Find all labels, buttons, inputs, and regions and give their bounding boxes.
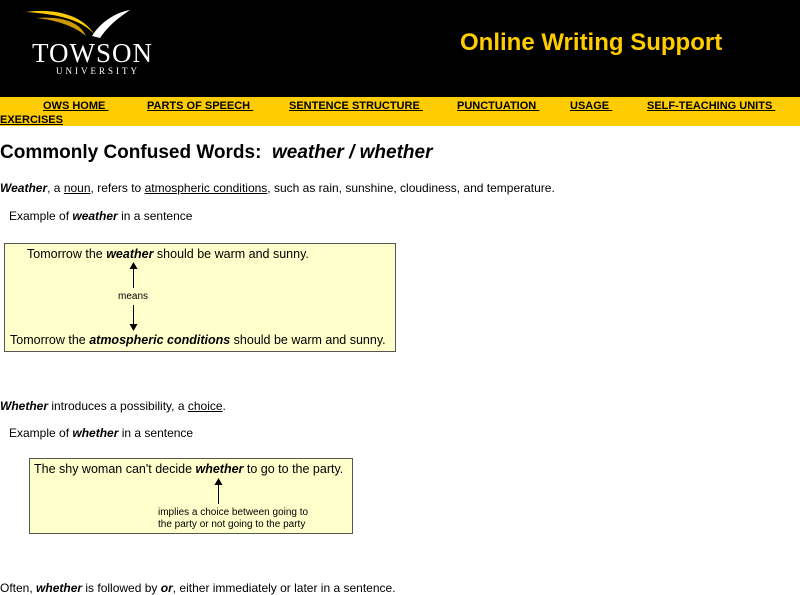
noun-link[interactable]: noun [63, 181, 91, 195]
page-title-words: weather / whether [272, 142, 433, 163]
page-title [0, 142, 433, 164]
nav-usage[interactable]: USAGE [570, 100, 613, 112]
main-nav [0, 97, 800, 126]
text: should be warm and sunny. [153, 247, 309, 261]
arrow-down-icon [129, 305, 138, 331]
text: , refers to [90, 181, 145, 195]
text: introduces a possibility, a [48, 399, 188, 413]
text: . [222, 399, 226, 413]
logo-subtitle: UNIVERSITY [56, 66, 140, 76]
nav-ows-home[interactable]: OWS HOME [43, 100, 109, 112]
text: , either immediately or later in a sentence. [172, 581, 396, 595]
weather-sentence-1 [27, 247, 309, 261]
text: whether [36, 581, 83, 595]
text: weather [106, 247, 154, 261]
text: Example of [9, 209, 73, 223]
text: Example of [9, 426, 73, 440]
site-header [0, 0, 800, 97]
weather-definition [0, 181, 555, 195]
whether-note-line-2: the party or not going to the party [158, 519, 306, 530]
nav-parts-of-speech[interactable]: PARTS OF SPEECH [147, 100, 254, 112]
text: The shy woman can't decide [34, 462, 196, 476]
site-title: Online Writing Support [460, 29, 723, 56]
weather-example-box [4, 243, 396, 352]
nav-sentence-structure[interactable]: SENTENCE STRUCTURE [289, 100, 423, 112]
text: , a [47, 181, 64, 195]
text: Tomorrow the [27, 247, 107, 261]
whether-note-line-1: implies a choice between going to [158, 507, 309, 518]
text: or [160, 581, 173, 595]
whether-definition [0, 399, 226, 413]
text: in a sentence [117, 209, 193, 223]
text: in a sentence [118, 426, 194, 440]
text: , such as rain, sunshine, cloudiness, and temperature. [267, 181, 555, 195]
text: atmospheric conditions [89, 333, 231, 347]
example-term: whether [72, 426, 119, 440]
whether-example-heading [9, 426, 193, 440]
nav-self-teaching-units[interactable]: SELF-TEACHING UNITS [647, 100, 776, 112]
nav-punctuation[interactable]: PUNCTUATION [457, 100, 540, 112]
weather-example-heading [9, 209, 192, 223]
weather-term: Weather [0, 181, 48, 195]
text: whether [195, 462, 244, 476]
arrow-up-icon [129, 262, 138, 288]
arrow-up-icon [214, 478, 223, 504]
text: to go to the party. [243, 462, 344, 476]
means-label: means [118, 291, 149, 302]
whether-example-box [29, 458, 353, 534]
often-paragraph [0, 581, 396, 595]
tiger-swoosh-logo-icon[interactable] [22, 6, 132, 42]
logo-wordmark[interactable]: TOWSON [32, 38, 154, 68]
whether-sentence [34, 462, 343, 476]
text: should be warm and sunny. [230, 333, 386, 347]
page-title-prefix: Commonly Confused Words: [0, 142, 262, 163]
text: is followed by [82, 581, 161, 595]
nav-exercises[interactable]: EXERCISES [0, 114, 63, 126]
example-term: weather [72, 209, 118, 223]
text: Often, [0, 581, 37, 595]
choice-link[interactable]: choice [187, 399, 223, 413]
atmospheric-conditions-link[interactable]: atmospheric conditions [144, 181, 268, 195]
text: Tomorrow the [10, 333, 90, 347]
weather-sentence-2 [10, 333, 386, 347]
whether-term: Whether [0, 399, 48, 413]
